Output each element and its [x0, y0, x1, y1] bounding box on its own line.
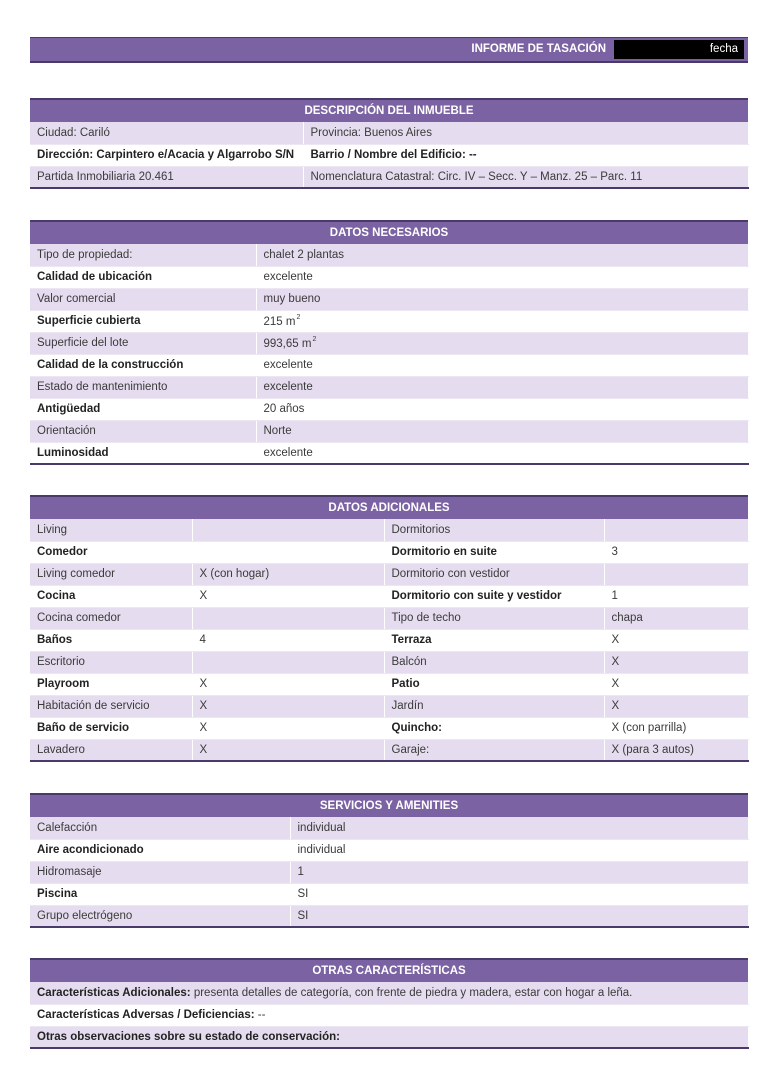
row-value: excelente	[256, 354, 748, 376]
row-label: Otras observaciones sobre su estado de conservación:	[37, 1030, 340, 1043]
row-value: Norte	[256, 420, 748, 442]
row-value: individual	[290, 839, 748, 861]
table-row	[30, 442, 748, 464]
row-value: presenta detalles de categoría, con frente de piedra y madera, estar con hogar a leña.	[190, 986, 633, 999]
table-row	[30, 144, 748, 166]
servicios-table	[30, 793, 749, 928]
row-value: excelente	[256, 376, 748, 398]
row-label: Dormitorio en suite	[384, 541, 604, 563]
row-value: SI	[290, 883, 748, 905]
row-value: excelente	[256, 266, 748, 288]
row-label: Habitación de servicio	[30, 695, 192, 717]
row-value: X (con parrilla)	[604, 717, 748, 739]
row-value: X (para 3 autos)	[604, 739, 748, 761]
table-row	[30, 629, 748, 651]
row-label: Calefacción	[30, 817, 290, 839]
row-value: SI	[290, 905, 748, 927]
table-row	[30, 166, 748, 188]
row-label: Garaje:	[384, 739, 604, 761]
row-value: X	[192, 673, 384, 695]
table-row	[30, 420, 748, 442]
direccion-cell: Dirección: Carpintero e/Acacia y Algarrobo S/N	[30, 144, 303, 166]
row-label: Patio	[384, 673, 604, 695]
row-value	[604, 519, 748, 541]
table-row	[30, 398, 748, 420]
row-label: Playroom	[30, 673, 192, 695]
row-label: Lavadero	[30, 739, 192, 761]
row-label: Luminosidad	[30, 442, 256, 464]
section-title: SERVICIOS Y AMENITIES	[30, 794, 748, 817]
row-value: 1	[604, 585, 748, 607]
section-title: OTRAS CARACTERÍSTICAS	[30, 959, 748, 982]
row-label: Antigüedad	[30, 398, 256, 420]
row-label: Living	[30, 519, 192, 541]
descripcion-table	[30, 98, 749, 189]
row-value: X	[604, 673, 748, 695]
table-row	[30, 563, 748, 585]
table-row	[30, 839, 748, 861]
row-label: Calidad de ubicación	[30, 266, 256, 288]
row-label: Aire acondicionado	[30, 839, 290, 861]
row-label: Superficie cubierta	[30, 310, 256, 332]
row-value	[192, 519, 384, 541]
row-value: --	[254, 1009, 266, 1021]
row-label: Grupo electrógeno	[30, 905, 290, 927]
row-value	[192, 607, 384, 629]
partida-cell: Partida Inmobiliaria 20.461	[30, 166, 303, 188]
report-header	[30, 37, 748, 63]
table-row	[30, 861, 748, 883]
barrio-cell: Barrio / Nombre del Edificio: --	[303, 144, 748, 166]
table-row	[30, 695, 748, 717]
row-value	[604, 563, 748, 585]
row-value: X	[192, 695, 384, 717]
row-label: Orientación	[30, 420, 256, 442]
table-row	[30, 354, 748, 376]
row-text	[30, 982, 748, 1004]
table-row	[30, 817, 748, 839]
nomenclatura-cell: Nomenclatura Catastral: Circ. IV – Secc. Y – Manz. 25 – Parc. 11	[303, 166, 748, 188]
row-label: Dormitorio con suite y vestidor	[384, 585, 604, 607]
table-row	[30, 244, 748, 266]
table-row	[30, 519, 748, 541]
row-label: Balcón	[384, 651, 604, 673]
row-text	[30, 1026, 748, 1048]
row-value: X	[192, 585, 384, 607]
row-label: Superficie del lote	[30, 332, 256, 354]
row-label: Comedor	[30, 541, 192, 563]
row-label: Tipo de techo	[384, 607, 604, 629]
table-row	[30, 310, 748, 332]
row-value: 3	[604, 541, 748, 563]
table-row	[30, 905, 748, 927]
row-label: Hidromasaje	[30, 861, 290, 883]
table-row	[30, 585, 748, 607]
table-row	[30, 1004, 748, 1026]
table-row	[30, 376, 748, 398]
row-value: chapa	[604, 607, 748, 629]
row-value: 1	[290, 861, 748, 883]
row-label: Dormitorios	[384, 519, 604, 541]
row-label: Piscina	[30, 883, 290, 905]
row-label: Características Adversas / Deficiencias:	[37, 1009, 255, 1021]
table-row	[30, 541, 748, 563]
row-value: excelente	[256, 442, 748, 464]
row-label: Baño de servicio	[30, 717, 192, 739]
row-label: Terraza	[384, 629, 604, 651]
superscript: 2	[296, 314, 301, 321]
row-label: Escritorio	[30, 651, 192, 673]
superficie-cubierta-value: 215 m	[263, 316, 296, 328]
row-value: individual	[290, 817, 748, 839]
ciudad-cell: Ciudad: Cariló	[30, 122, 303, 144]
row-value: X	[604, 629, 748, 651]
superscript: 2	[312, 336, 317, 343]
row-value	[192, 651, 384, 673]
row-value: X	[604, 651, 748, 673]
table-row	[30, 332, 748, 354]
superficie-lote-value: 993,65 m	[263, 338, 312, 350]
row-label: Valor comercial	[30, 288, 256, 310]
date-field[interactable]: fecha	[614, 40, 744, 59]
table-row	[30, 739, 748, 761]
row-label: Cocina	[30, 585, 192, 607]
row-value: X (con hogar)	[192, 563, 384, 585]
row-label: Calidad de la construcción	[30, 354, 256, 376]
row-label: Características Adicionales:	[37, 986, 191, 999]
adicionales-table	[30, 495, 749, 762]
section-title: DESCRIPCIÓN DEL INMUEBLE	[30, 99, 748, 122]
row-label: Quincho:	[384, 717, 604, 739]
report-title: INFORME DE TASACIÓN	[471, 43, 606, 55]
section-title: DATOS NECESARIOS	[30, 221, 748, 244]
row-value	[192, 541, 384, 563]
row-label: Dormitorio con vestidor	[384, 563, 604, 585]
row-value	[256, 310, 748, 332]
table-row	[30, 651, 748, 673]
row-value: chalet 2 plantas	[256, 244, 748, 266]
table-row	[30, 266, 748, 288]
table-row	[30, 982, 748, 1004]
row-label: Tipo de propiedad:	[30, 244, 256, 266]
table-row	[30, 883, 748, 905]
row-value: X	[604, 695, 748, 717]
row-value: muy bueno	[256, 288, 748, 310]
otras-table	[30, 958, 749, 1049]
provincia-cell: Provincia: Buenos Aires	[303, 122, 748, 144]
row-label: Jardín	[384, 695, 604, 717]
row-label: Cocina comedor	[30, 607, 192, 629]
row-label: Baños	[30, 629, 192, 651]
row-label: Living comedor	[30, 563, 192, 585]
row-text	[30, 1004, 748, 1026]
row-value: 20 años	[256, 398, 748, 420]
table-row	[30, 673, 748, 695]
table-row	[30, 288, 748, 310]
table-row	[30, 1026, 748, 1048]
row-value: X	[192, 717, 384, 739]
table-row	[30, 717, 748, 739]
section-title: DATOS ADICIONALES	[30, 496, 748, 519]
necesarios-table	[30, 220, 749, 465]
row-label: Estado de mantenimiento	[30, 376, 256, 398]
row-value: X	[192, 739, 384, 761]
row-value	[256, 332, 748, 354]
table-row	[30, 607, 748, 629]
row-value: 4	[192, 629, 384, 651]
table-row	[30, 122, 748, 144]
